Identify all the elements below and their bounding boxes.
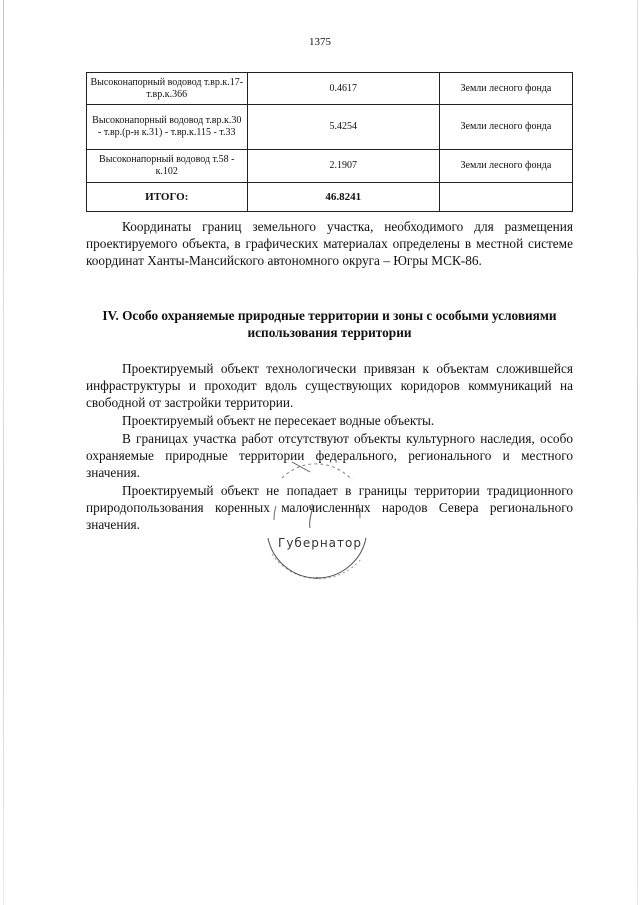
area-cell: 0.4617 <box>247 73 439 105</box>
coordinates-paragraph: Координаты границ земельного участка, необходимого для размещения проектируемого объекта, в графических материалах определены в местной системе координат Ханты-Мансийского автономного округа – Югры МСК-86. <box>86 219 573 268</box>
object-name-cell: Высоконапорный водовод т.вр.к.17- т.вр.к.366 <box>87 73 248 105</box>
land-category-cell: Земли лесного фонда <box>439 105 572 150</box>
paragraph-infrastructure: Проектируемый объект технологически привязан к объектам сложившейся инфраструктуры и проходит вдоль существующих коридоров коммуникаций на свободной от застройки территории. <box>86 361 573 410</box>
paragraph-traditional-land-use: Проектируемый объект не попадает в границы территории традиционного природопользования коренных малочисленных народов Севера регионального значения. <box>86 483 573 532</box>
section-heading: IV. Особо охраняемые природные территории и зоны с особыми условиями использования территории <box>102 308 557 340</box>
land-category-cell: Земли лесного фонда <box>439 73 572 105</box>
total-category-cell <box>439 183 572 212</box>
land-category-cell: Земли лесного фонда <box>439 150 572 183</box>
table-row <box>87 73 573 105</box>
object-name-cell: Высоконапорный водовод т.58 - к.102 <box>87 150 248 183</box>
table-row <box>87 105 573 150</box>
object-name-cell: Высоконапорный водовод т.вр.к.30 - т.вр.(р-н к.31) - т.вр.к.115 - т.33 <box>87 105 248 150</box>
table-row <box>87 150 573 183</box>
area-cell: 5.4254 <box>247 105 439 150</box>
governor-seal-stamp <box>252 458 382 598</box>
area-cell: 2.1907 <box>247 150 439 183</box>
seal-text: Губернатор <box>278 536 362 550</box>
scan-edge-right <box>637 0 638 905</box>
total-label-cell: ИТОГО: <box>87 183 248 212</box>
total-value-cell: 46.8241 <box>247 183 439 212</box>
table-total-row <box>87 183 573 212</box>
paragraph-cultural-heritage: В границах участка работ отсутствуют объекты культурного наследия, особо охраняемые природные территории федерального, регионального и местного значения. <box>86 431 573 480</box>
page-number: 1375 <box>309 36 331 48</box>
scan-edge-left <box>3 0 4 905</box>
paragraph-water-objects: Проектируемый объект не пересекает водные объекты. <box>122 413 435 428</box>
land-area-table <box>86 72 573 212</box>
